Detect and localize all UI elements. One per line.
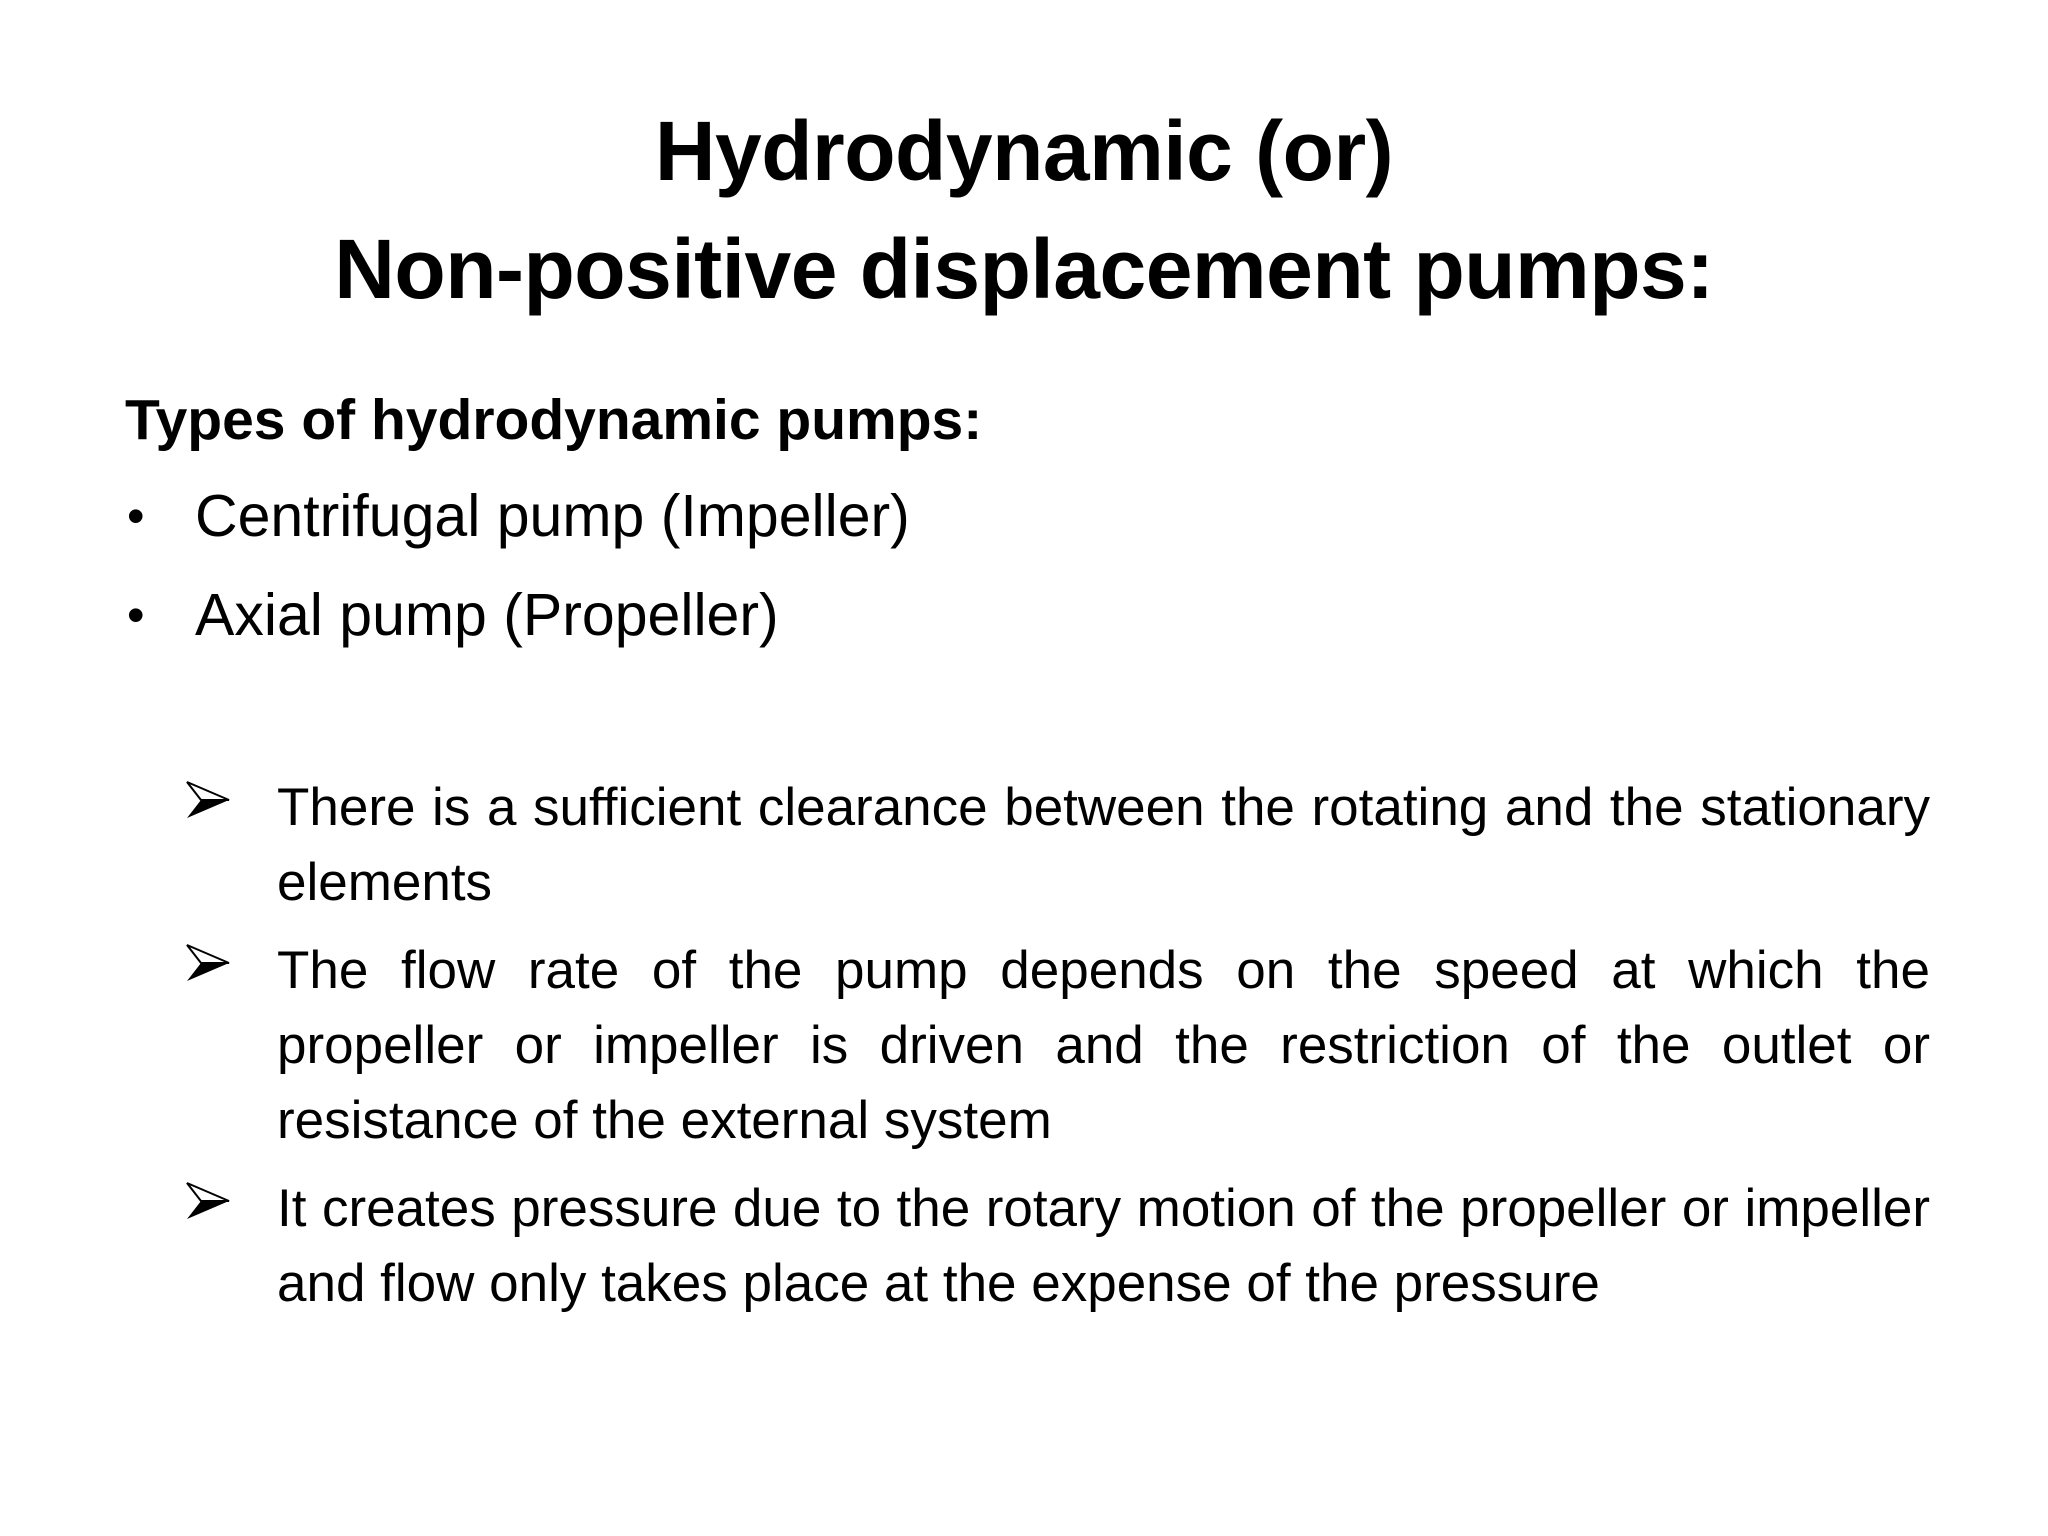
slide-title-line-1: Hydrodynamic (or) xyxy=(654,104,1394,198)
list-item xyxy=(125,579,910,651)
list-item xyxy=(185,1171,1930,1321)
bullet-dot-icon: • xyxy=(127,488,145,544)
list-item xyxy=(125,480,910,552)
list-item-text: It creates pressure due to the rotary motion of the propeller or impeller and flow only takes place at the expense of the pressure xyxy=(277,1179,1930,1313)
arrowhead-bullet-icon xyxy=(185,939,233,987)
list-item-text: There is a sufficient clearance between the rotating and the stationary elements xyxy=(277,778,1930,912)
characteristics-list xyxy=(185,770,1930,1334)
section-heading: Types of hydrodynamic pumps: xyxy=(125,388,983,452)
list-item xyxy=(185,770,1930,920)
list-item-text: The flow rate of the pump depends on the speed at which the propeller or impeller is driven and the restriction of the outlet or resistance of the external system xyxy=(277,941,1930,1150)
slide-title xyxy=(150,92,1898,328)
arrowhead-bullet-icon xyxy=(185,1177,233,1225)
list-item-text: Centrifugal pump (Impeller) xyxy=(195,483,910,549)
pump-types-list xyxy=(125,480,910,678)
arrowhead-bullet-icon xyxy=(185,776,233,824)
bullet-dot-icon: • xyxy=(127,587,145,643)
list-item-text: Axial pump (Propeller) xyxy=(195,582,779,648)
list-item xyxy=(185,933,1930,1158)
slide-title-line-2: Non-positive displacement pumps: xyxy=(334,222,1714,316)
